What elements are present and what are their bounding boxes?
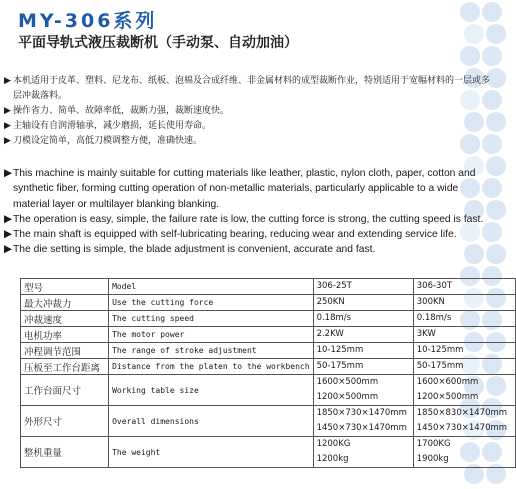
cn-feature-item: ▶ 主轴设有自润滑轴承，减少磨损，延长使用寿命。 [4,119,496,134]
spec-label-cn: 工作台面尺寸 [21,375,109,406]
spec-label-en: The motor power [109,327,313,343]
bullet-arrow-icon: ▶ [4,106,11,116]
spec-value-30t [413,295,515,311]
spec-value-25t [313,375,413,406]
spec-value-30t [413,279,515,295]
spec-label-cn: 外形尺寸 [21,406,109,437]
spec-label-cn: 冲程调节范围 [21,343,109,359]
spec-value-25t [313,359,413,375]
spec-value-30t-line: 1450×730×1470mm [416,423,508,433]
spec-value-30t-line: 10-125mm [416,345,464,355]
spec-label-cn: 整机重量 [21,437,109,468]
spec-value-25t [313,279,413,295]
decorative-dot [460,46,480,66]
english-feature-list [4,166,496,258]
bullet-arrow-icon: ▶ [4,121,11,131]
spec-row [21,279,516,295]
decorative-dot [482,46,502,66]
decorative-dot [464,24,484,44]
spec-value-25t-line: 50-175mm [316,361,364,371]
spec-value-25t [313,437,413,468]
spec-value-25t [313,295,413,311]
spec-value-25t [313,327,413,343]
spec-value-25t-line: 0.18m/s [316,313,352,323]
spec-label-en: Overall dimensions [109,406,313,437]
bullet-arrow-icon: ▶ [4,244,12,256]
spec-value-30t-line: 300KN [416,297,445,307]
spec-label-en: The range of stroke adjustment [109,343,313,359]
spec-label-en: Distance from the platen to the workbench [109,359,313,375]
cn-feature-item: ▶ 操作省力、简单、故障率低，裁断力强，裁断速度快。 [4,104,496,119]
chinese-feature-list [4,74,496,149]
en-feature-item: ▶The die setting is simple, the blade adjustment is convenient, accurate and fast. [4,242,496,257]
spec-value-30t [413,375,515,406]
spec-label-en: Model [109,279,313,295]
spec-value-30t-line: 306-30T [416,281,453,291]
spec-label-cn: 电机功率 [21,327,109,343]
spec-value-30t-line: 1700KG [416,439,451,449]
spec-row [21,437,516,468]
spec-value-25t-line: 1200×500mm [316,392,379,402]
spec-label-cn: 最大冲裁力 [21,295,109,311]
spec-label-cn: 冲裁速度 [21,311,109,327]
spec-row [21,295,516,311]
spec-row [21,406,516,437]
spec-value-25t [313,343,413,359]
spec-value-25t-line: 250KN [316,297,345,307]
spec-label-en: The weight [109,437,313,468]
bullet-arrow-icon: ▶ [4,136,11,146]
spec-row [21,327,516,343]
cn-feature-item: ▶ 刀模设定简单，高低刀模调整方便，准确快速。 [4,134,496,149]
spec-value-30t-line: 1600×600mm [416,377,479,387]
spec-value-30t-line: 3KW [416,329,436,339]
spec-value-30t [413,327,515,343]
bullet-arrow-icon: ▶ [4,168,12,179]
spec-label-en: Working table size [109,375,313,406]
spec-value-30t-line: 1200×500mm [416,392,479,402]
spec-label-cn: 型号 [21,279,109,295]
spec-value-25t [313,406,413,437]
spec-row [21,375,516,406]
bullet-arrow-icon: ▶ [4,76,11,86]
decorative-dot [460,2,480,22]
spec-value-30t-line: 1900kg [416,454,449,464]
spec-row [21,343,516,359]
en-feature-item: ▶The main shaft is equipped with self-lubricating bearing, reducing wear and extending service life. [4,227,496,242]
bullet-arrow-icon: ▶ [4,213,12,225]
specification-table [20,278,516,468]
spec-value-30t-line: 0.18m/s [416,313,452,323]
spec-value-25t-line: 306-25T [316,281,352,291]
spec-value-25t-line: 1600×500mm [316,377,379,387]
spec-value-30t [413,311,515,327]
cn-feature-item: ▶ 本机适用于皮革、塑料、尼龙布、纸板、泡棉及合成纤维、非金属材料的成型裁断作业，特别适用于宽幅材料的一层或多层冲裁落料。 [4,76,491,101]
bullet-arrow-icon: ▶ [4,229,12,241]
spec-label-cn: 压板至工作台距离 [21,359,109,375]
spec-row [21,311,516,327]
spec-value-30t [413,343,515,359]
spec-value-25t-line: 1850×730×1470mm [316,408,407,418]
spec-value-25t-line: 1200kg [316,454,349,464]
spec-value-25t-line: 2.2KW [316,329,344,339]
spec-label-en: The cutting speed [109,311,313,327]
spec-value-25t-line: 1450×730×1470mm [316,423,407,433]
en-feature-item: ▶The operation is easy, simple, the failure rate is low, the cutting force is strong, the cutting speed is fast. [4,212,496,227]
spec-value-30t [413,406,515,437]
spec-value-25t-line: 1200KG [316,439,351,449]
spec-value-30t-line: 50-175mm [416,361,464,371]
spec-row [21,359,516,375]
spec-value-30t [413,437,515,468]
spec-value-25t [313,311,413,327]
decorative-dot [486,24,506,44]
en-feature-item: ▶This machine is mainly suitable for cutting materials like leather, plastic, nylon cloth, paper, cotton and synthetic fiber, forming cutting operation of non-metallic materials, particularly applicable to a wide material layer or multilayer blanking blanking. [4,168,476,210]
decorative-dot [482,2,502,22]
spec-value-30t [413,359,515,375]
spec-label-en: Use the cutting force [109,295,313,311]
page-subtitle: 平面导轨式液压裁断机（手动泵、自动加油） [18,35,298,51]
spec-value-25t-line: 10-125mm [316,345,364,355]
spec-value-30t-line: 1850×830×1470mm [416,408,508,418]
page-title: MY-306系列 [18,10,158,32]
